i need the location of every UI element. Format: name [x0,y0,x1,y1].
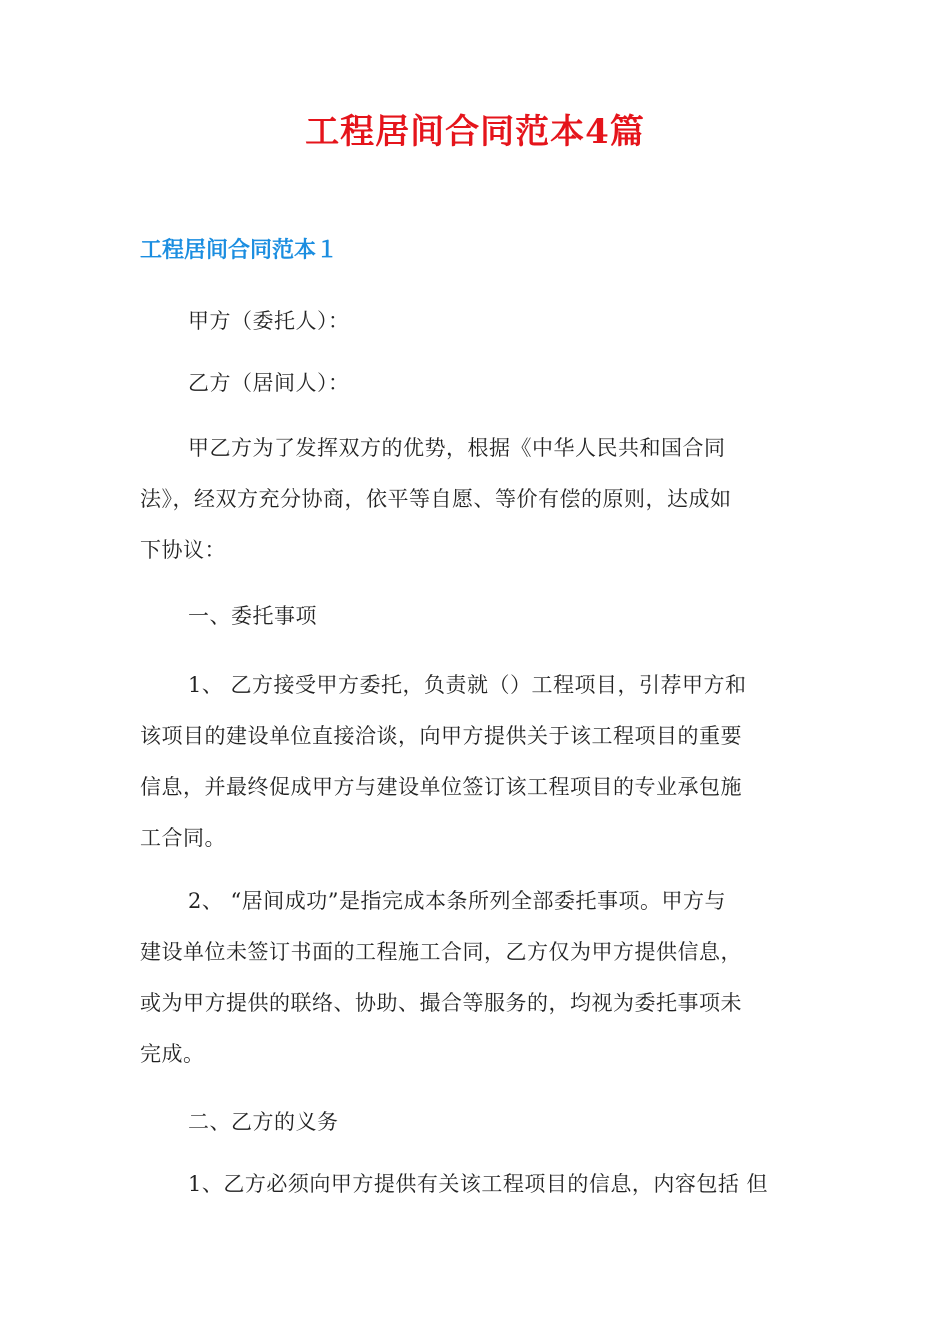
article-title-text: 一、委托事项 [188,604,317,628]
paragraph-line: 信息，并最终促成甲方与建设单位签订该工程项目的专业承包施 [140,775,742,799]
paragraph-line: 该项目的建设单位直接洽谈，向甲方提供关于该工程项目的重要 [140,724,742,748]
paragraph-line: 建设单位未签订书面的工程施工合同，乙方仅为甲方提供信息， [140,940,742,964]
section-heading-1: 工程居间合同范本１ [140,238,339,263]
article-2-title [140,1097,830,1148]
paragraph-line: 或为甲方提供的联络、协助、撮合等服务的，均视为委托事项未 [140,991,742,1015]
article-1-item-1 [140,660,830,864]
article-2-item-1 [140,1159,830,1210]
party-b-line [140,358,830,409]
paragraph-line: 1、乙方必须向甲方提供有关该工程项目的信息，内容包括 但 [188,1172,769,1196]
preamble-paragraph [140,423,830,576]
paragraph-line: 1、 乙方接受甲方委托，负责就（）工程项目，引荐甲方和 [188,673,747,697]
document-title: 工程居间合同范本4篇 [305,112,645,152]
paragraph-line: 2、 “居间成功”是指完成本条所列全部委托事项。甲方与 [188,889,727,913]
party-a-line [140,296,830,347]
article-1-title [140,591,830,642]
party-b-text: 乙方（居间人）： [188,371,350,395]
paragraph-line: 下协议： [140,538,226,562]
article-1-item-2 [140,876,830,1080]
paragraph-line: 法》，经双方充分协商，依平等自愿、等价有偿的原则，达成如 [140,487,732,511]
article-title-text: 二、乙方的义务 [188,1110,339,1134]
party-a-text: 甲方（委托人）： [188,309,350,333]
paragraph-line: 甲乙方为了发挥双方的优势，根据《中华人民共和国合同 [188,436,726,460]
paragraph-line: 工合同。 [140,826,226,850]
paragraph-line: 完成。 [140,1042,205,1066]
